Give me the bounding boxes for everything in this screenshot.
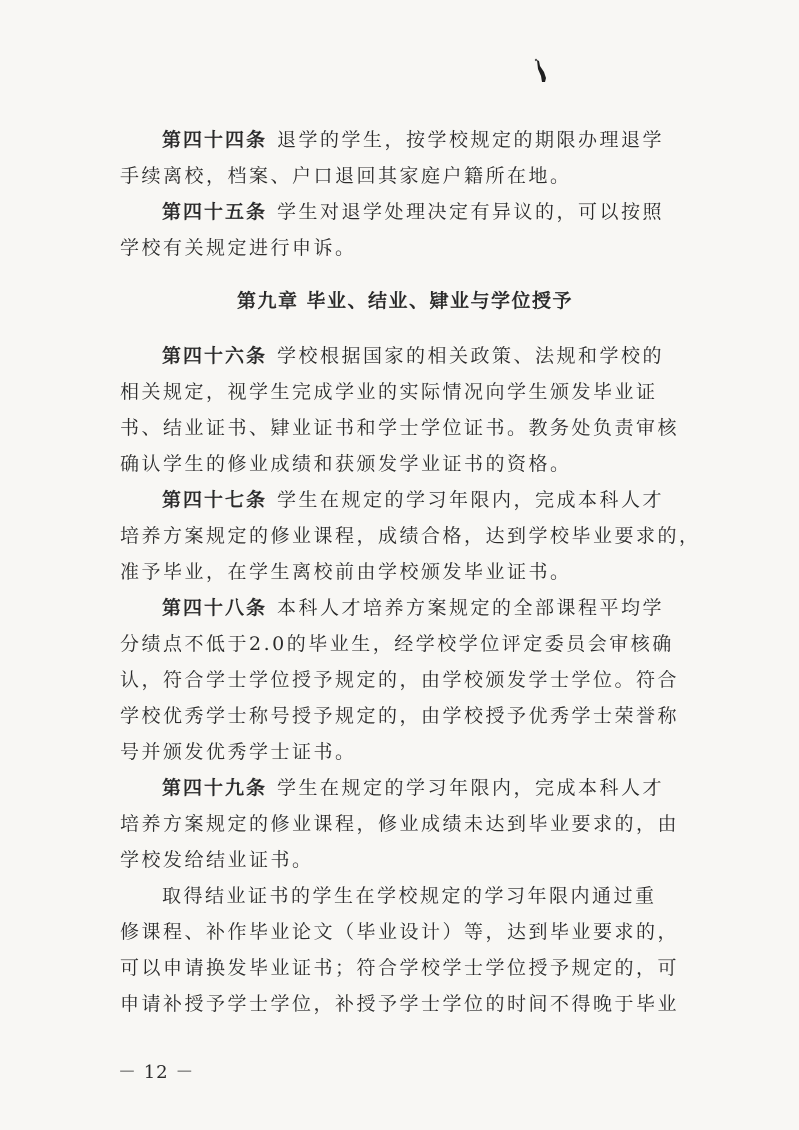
articles-before-chapter: [120, 122, 690, 266]
line-text: 学校有关规定进行申诉。: [120, 237, 357, 259]
paragraph-first-line: [120, 338, 690, 374]
document-body: [120, 122, 701, 1022]
line-text: 准予毕业，在学生离校前由学校颁发毕业证书。: [120, 561, 572, 583]
paragraph-line: [120, 554, 690, 590]
line-text: 可以申请换发毕业证书；符合学校学士学位授予规定的，可: [120, 957, 680, 979]
paragraph-line: [120, 446, 690, 482]
paragraph-first-line: [120, 194, 690, 230]
articles-after-chapter: [120, 338, 701, 1022]
line-text: 申请补授予学士学位，补授予学士学位的时间不得晚于毕业: [120, 993, 680, 1015]
article-paragraph: [120, 122, 690, 194]
line-text: 学生对退学处理决定有异议的，可以按照: [277, 201, 665, 223]
paragraph-first-line: [120, 770, 690, 806]
line-text: 本科人才培养方案规定的全部课程平均学: [277, 597, 665, 619]
line-text: 学校优秀学士称号授予规定的，由学校授予优秀学士荣誉称: [120, 705, 680, 727]
line-text: 退学的学生，按学校规定的期限办理退学: [277, 129, 665, 151]
article-paragraph: [120, 770, 690, 878]
article-number: 第四十八条: [162, 597, 268, 619]
line-text: 学校根据国家的相关政策、法规和学校的: [277, 345, 665, 367]
line-text: 取得结业证书的学生在学校规定的学习年限内通过重: [162, 885, 657, 907]
paragraph-line: [120, 842, 690, 878]
article-number: 第四十九条: [162, 777, 268, 799]
article-paragraph: [120, 590, 690, 770]
paragraph-line: [120, 662, 690, 698]
paragraph-first-line: [120, 878, 690, 914]
article-number: 第四十七条: [162, 489, 268, 511]
paragraph-first-line: [120, 482, 690, 518]
paragraph-line: [120, 734, 690, 770]
line-text: 认，符合学士学位授予规定的，由学校颁发学士学位。符合: [120, 669, 680, 691]
line-text: 手续离校，档案、户口退回其家庭户籍所在地。: [120, 165, 572, 187]
paragraph-line: [120, 158, 690, 194]
article-paragraph: [120, 338, 690, 482]
article-number: 第四十四条: [162, 129, 268, 151]
chapter-title: 第九章 毕业、结业、肄业与学位授予: [236, 290, 574, 312]
line-text: 相关规定，视学生完成学业的实际情况向学生颁发毕业证: [120, 381, 658, 403]
line-text: 确认学生的修业成绩和获颁发学业证书的资格。: [120, 453, 572, 475]
ink-mark-icon: [534, 58, 552, 84]
paragraph-line: [120, 806, 690, 842]
paragraph-first-line: [120, 122, 690, 158]
line-text: 学生在规定的学习年限内，完成本科人才: [277, 489, 665, 511]
line-text: 修课程、补作毕业论文（毕业设计）等，达到毕业要求的，: [120, 921, 680, 943]
paragraph-line: [120, 410, 690, 446]
line-text: 培养方案规定的修业课程，修业成绩未达到毕业要求的，由: [120, 813, 680, 835]
line-text: 书、结业证书、肄业证书和学士学位证书。教务处负责审核: [120, 417, 680, 439]
article-paragraph: [120, 878, 690, 1022]
line-text: 培养方案规定的修业课程，成绩合格，达到学校毕业要求的，: [120, 525, 701, 547]
paragraph-first-line: [120, 590, 690, 626]
paragraph-line: [120, 950, 690, 986]
paragraph-line: [120, 914, 690, 950]
article-number: 第四十五条: [162, 201, 268, 223]
line-text: 学校发给结业证书。: [120, 849, 314, 871]
line-text: 号并颁发优秀学士证书。: [120, 741, 357, 763]
paragraph-line: [120, 986, 690, 1022]
article-number: 第四十六条: [162, 345, 268, 367]
paragraph-line: [120, 230, 690, 266]
page-number: － 12 －: [118, 1062, 195, 1083]
paragraph-line: [120, 698, 690, 734]
line-text: 学生在规定的学习年限内，完成本科人才: [277, 777, 665, 799]
paragraph-line: [120, 518, 701, 554]
paragraph-line: [120, 374, 690, 410]
article-paragraph: [120, 482, 701, 590]
article-paragraph: [120, 194, 690, 266]
line-text: 分绩点不低于2.0的毕业生，经学校学位评定委员会审核确: [120, 633, 674, 655]
paragraph-line: [120, 626, 690, 662]
